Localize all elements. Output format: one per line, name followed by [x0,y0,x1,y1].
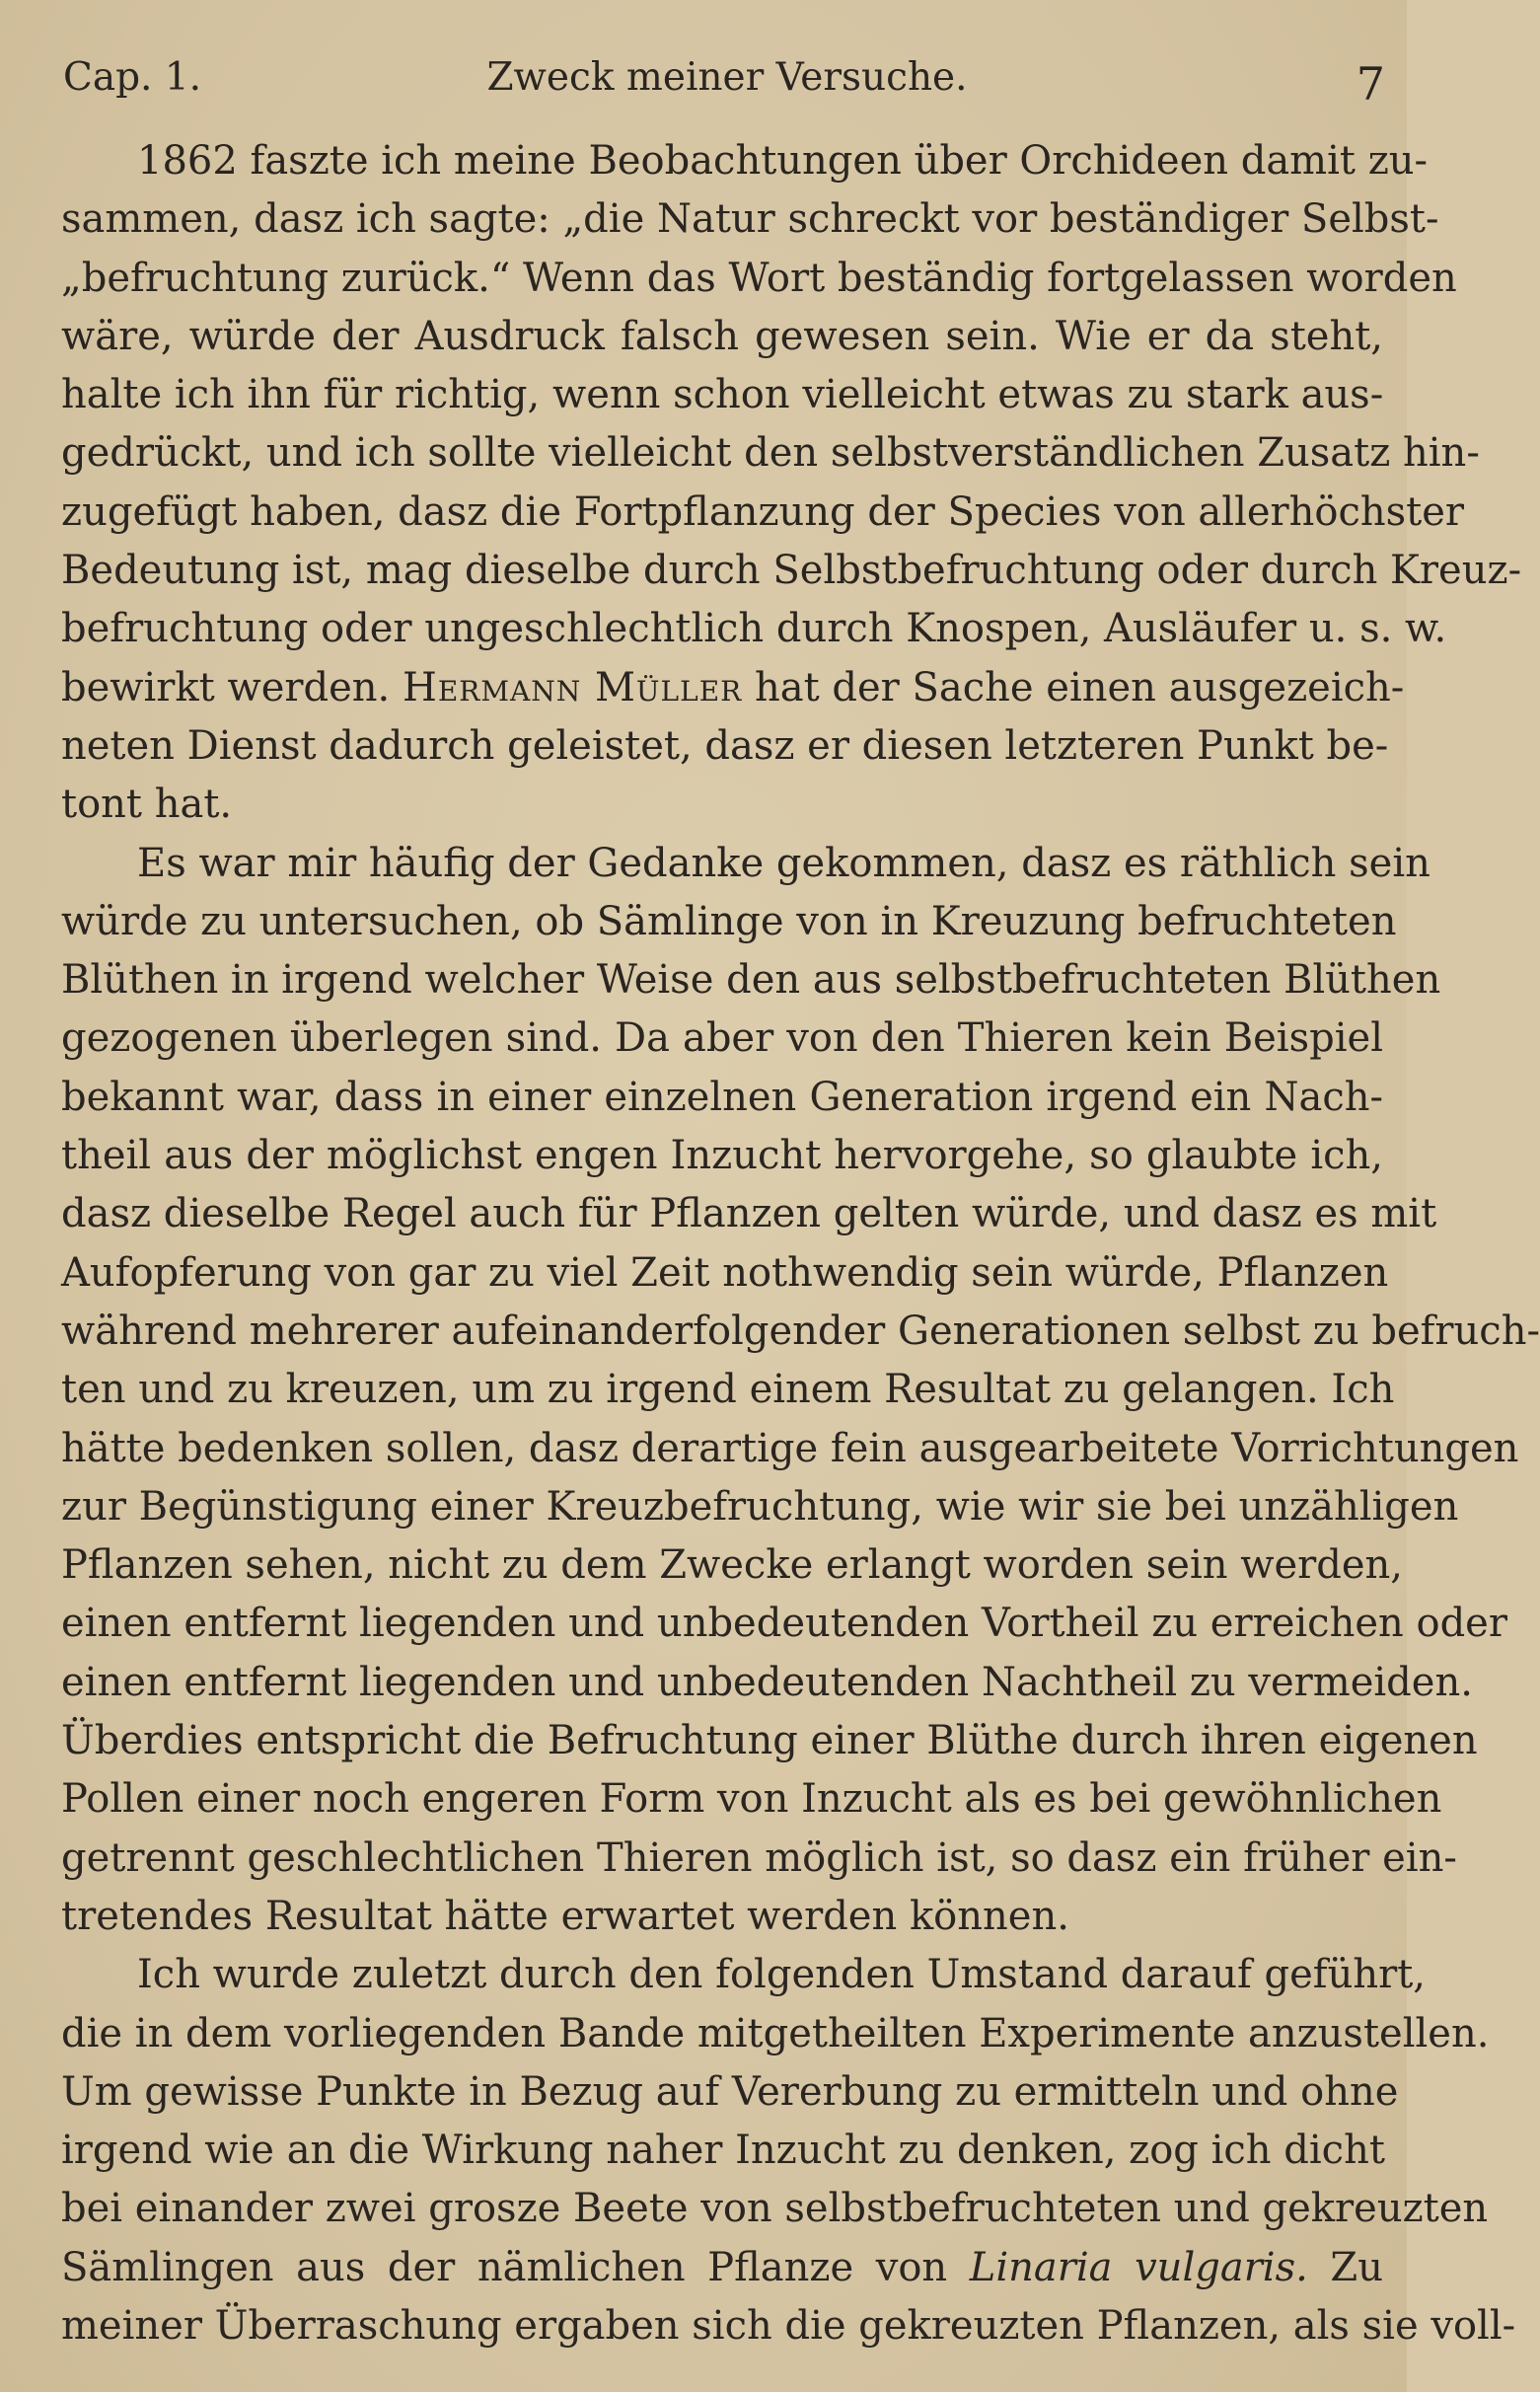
text-line: wäre, würde der Ausdruck falsch gewesen sein. Wie er da steht, [61,313,1383,359]
text-line: einen entfernt liegenden und unbedeutenden Vortheil zu erreichen oder [61,1601,1507,1647]
text-line: meiner Überraschung ergaben sich die gekreuzten Pflanzen, als sie voll- [61,2302,1516,2349]
text-line: Überdies entspricht die Befruchtung einer Blüthe durch ihren eigenen [61,1718,1478,1764]
text-line: neten Dienst dadurch geleistet, dasz er diesen letzteren Punkt be- [61,722,1389,769]
text-segment: Sämlingen aus der nämlichen Pflanze von [61,2244,970,2290]
text-line [61,659,1405,717]
page-number: 7 [1356,57,1385,111]
text-line: gedrückt, und ich sollte vielleicht den selbstverständlichen Zusatz hin- [61,430,1480,477]
text-line: getrennt geschlechtlichen Thieren möglich ist, so dasz ein früher ein- [61,1834,1457,1881]
text-segment: bewirkt werden. [61,664,403,710]
text-line: zur Begünstigung einer Kreuzbefruchtung, wie wir sie bei unzähligen [61,1483,1459,1530]
text-line: ten und zu kreuzen, um zu irgend einem Resultat zu gelangen. Ich [61,1367,1395,1413]
text-line: Bedeutung ist, mag dieselbe durch Selbstbefruchtung oder durch Kreuz- [61,548,1522,594]
text-line: Pflanzen sehen, nicht zu dem Zwecke erlangt worden sein werden, [61,1542,1403,1589]
text-line: einen entfernt liegenden und unbedeutenden Nachtheil zu vermeiden. [61,1659,1473,1705]
chapter-label: Cap. 1. [63,55,202,100]
text-line: Um gewisse Punkte in Bezug auf Vererbung zu ermitteln und ohne [61,2068,1399,2115]
author-name: Hermann Müller [402,664,743,710]
text-segment: Zu [1307,2244,1383,2290]
text-line: theil aus der möglichst engen Inzucht hervorgehe, so glaubte ich, [61,1133,1383,1179]
text-line: „befruchtung zurück.“ Wenn das Wort beständig fortgelassen worden [61,255,1457,301]
running-title: Zweck meiner Versuche. [486,55,968,100]
text-line: irgend wie an die Wirkung naher Inzucht zu denken, zog ich dicht [61,2128,1385,2174]
page-body [61,132,1540,2355]
text-line: Pollen einer noch engeren Form von Inzucht als es bei gewöhnlichen [61,1776,1442,1823]
text-line: Es war mir häufig der Gedanke gekommen, dasz es räthlich sein [137,840,1430,886]
text-line: Blüthen in irgend welcher Weise den aus selbstbefruchteten Blüthen [61,957,1441,1004]
text-line: bei einander zwei grosze Beete von selbstbefruchteten und gekreuzten [61,2186,1489,2232]
text-line: gezogenen überlegen sind. Da aber von den Thieren kein Beispiel [61,1015,1383,1062]
text-line: sammen, dasz ich sagte: „die Natur schreckt vor beständiger Selbst- [61,196,1439,243]
text-line: zugefügt haben, dasz die Fortpflanzung der Species von allerhöchster [61,488,1465,535]
text-line [61,2239,1383,2297]
text-segment: hat der Sache einen ausgezeich- [742,664,1405,710]
text-line: 1862 faszte ich meine Beobachtungen über Orchideen damit zu- [137,138,1429,184]
text-line: befruchtung oder ungeschlechtlich durch Knospen, Ausläufer u. s. w. [61,606,1447,652]
text-line: tretendes Resultat hätte erwartet werden können. [61,1893,1069,1939]
text-line: halte ich ihn für richtig, wenn schon vielleicht etwas zu stark aus- [61,372,1384,418]
text-line: während mehrerer aufeinanderfolgender Generationen selbst zu befruch- [61,1308,1540,1354]
text-line: hätte bedenken sollen, dasz derartige fein ausgearbeitete Vorrichtungen [61,1425,1519,1471]
running-header [63,43,1385,112]
species-name: Linaria vulgaris. [969,2244,1308,2290]
text-line: Ich wurde zuletzt durch den folgenden Umstand darauf geführt, [137,1952,1427,1998]
text-line: dasz dieselbe Regel auch für Pflanzen gelten würde, und dasz es mit [61,1191,1437,1237]
text-line: tont hat. [61,782,233,828]
text-line: Aufopferung von gar zu viel Zeit nothwendig sein würde, Pflanzen [61,1249,1389,1296]
text-line: die in dem vorliegenden Bande mitgetheilten Experimente anzustellen. [61,2010,1490,2056]
text-line: bekannt war, dass in einer einzelnen Generation irgend ein Nach- [61,1074,1383,1120]
text-line: würde zu untersuchen, ob Sämlinge von in Kreuzung befruchteten [61,898,1397,944]
